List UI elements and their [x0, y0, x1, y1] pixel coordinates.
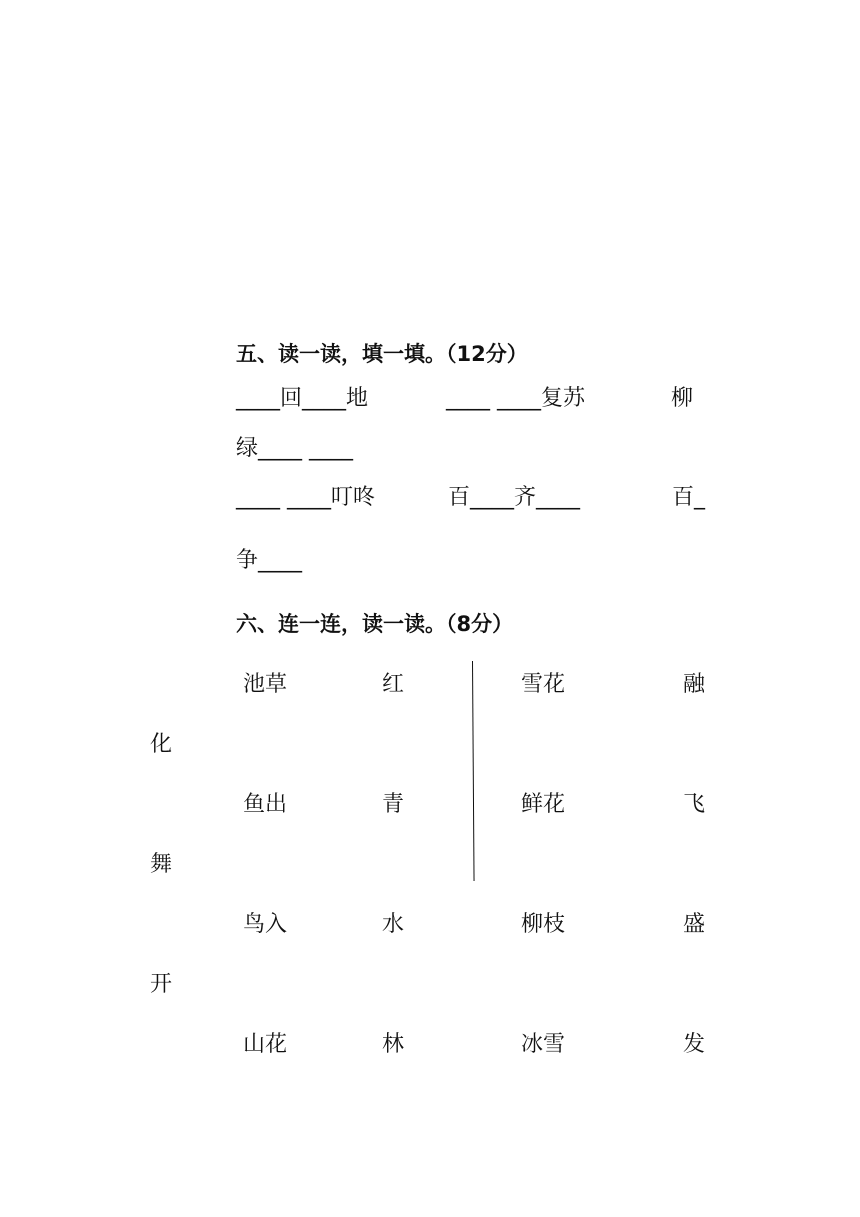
right-match-2: 飞: [683, 792, 706, 817]
fill-blank-item-3-end: 绿____ ____: [236, 436, 353, 461]
right-match-4: 发: [683, 1032, 706, 1057]
right-match-3-wrap: 开: [150, 972, 173, 997]
left-match-3: 水: [382, 912, 405, 937]
right-match-3: 盛: [683, 912, 706, 937]
right-match-1-wrap: 化: [150, 732, 173, 757]
left-match-4: 林: [382, 1032, 405, 1057]
fill-blank-item-5: 百____齐____: [448, 485, 581, 510]
fill-blank-item-6-start: 百_: [672, 485, 706, 510]
left-match-1: 红: [382, 672, 405, 697]
left-word-4: 山花: [243, 1032, 288, 1057]
right-match-1: 融: [683, 672, 706, 697]
left-word-1: 池草: [243, 672, 288, 697]
left-word-3: 鸟入: [243, 912, 288, 937]
section-six-heading: 六、连一连，读一读。（8分）: [236, 612, 514, 636]
column-divider: [472, 661, 475, 881]
left-match-2: 青: [382, 792, 405, 817]
fill-blank-item-6-end: 争____: [236, 548, 303, 573]
right-word-3: 柳枝: [521, 912, 566, 937]
right-word-1: 雪花: [521, 672, 566, 697]
section-five-heading: 五、读一读，填一填。（12分）: [236, 342, 528, 366]
fill-blank-item-3-start: 柳: [671, 386, 694, 411]
fill-blank-item-2: ____ ____复苏: [446, 386, 585, 411]
right-match-2-wrap: 舞: [150, 852, 173, 877]
right-word-2: 鲜花: [521, 792, 566, 817]
right-word-4: 冰雪: [521, 1032, 566, 1057]
left-word-2: 鱼出: [243, 792, 288, 817]
fill-blank-item-4: ____ ____叮咚: [236, 485, 375, 510]
fill-blank-item-1: ____回____地: [236, 386, 369, 411]
